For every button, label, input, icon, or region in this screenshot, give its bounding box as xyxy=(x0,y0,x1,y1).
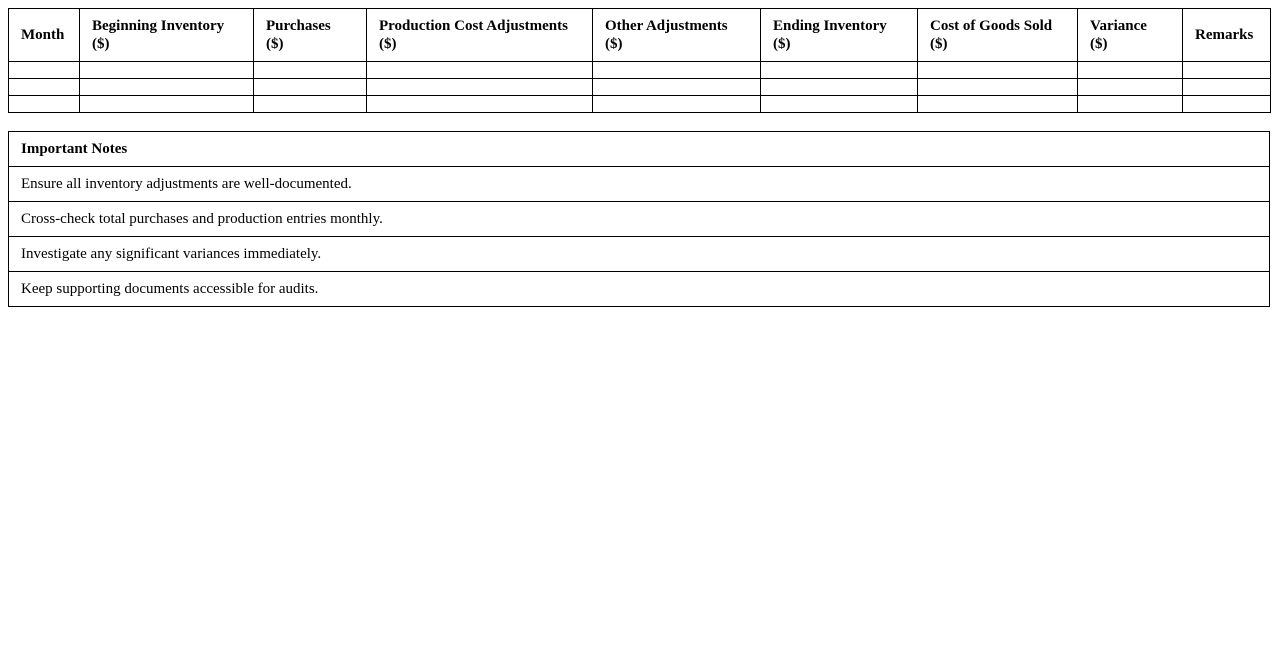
note-item: Keep supporting documents accessible for audits. xyxy=(9,272,1270,307)
table-cell[interactable] xyxy=(9,96,80,113)
table-cell[interactable] xyxy=(761,96,918,113)
header-other-adjustments: Other Adjustments ($) xyxy=(593,9,761,62)
table-cell[interactable] xyxy=(1183,96,1271,113)
table-cell[interactable] xyxy=(367,96,593,113)
notes-heading-row xyxy=(9,132,1270,167)
header-beginning-inventory: Beginning Inventory ($) xyxy=(80,9,254,62)
header-cost-of-goods-sold: Cost of Goods Sold ($) xyxy=(918,9,1078,62)
table-cell[interactable] xyxy=(593,79,761,96)
table-cell[interactable] xyxy=(761,79,918,96)
note-item: Cross-check total purchases and production entries monthly. xyxy=(9,202,1270,237)
note-item: Investigate any significant variances immediately. xyxy=(9,237,1270,272)
table-cell[interactable] xyxy=(9,79,80,96)
table-cell[interactable] xyxy=(918,62,1078,79)
table-cell[interactable] xyxy=(254,62,367,79)
table-cell[interactable] xyxy=(254,96,367,113)
table-cell[interactable] xyxy=(918,96,1078,113)
table-cell[interactable] xyxy=(761,62,918,79)
header-variance: Variance ($) xyxy=(1078,9,1183,62)
table-row xyxy=(9,96,1271,113)
note-item: Ensure all inventory adjustments are well-documented. xyxy=(9,167,1270,202)
table-cell[interactable] xyxy=(1078,79,1183,96)
table-cell[interactable] xyxy=(80,79,254,96)
table-cell[interactable] xyxy=(254,79,367,96)
table-cell[interactable] xyxy=(1078,96,1183,113)
header-remarks: Remarks xyxy=(1183,9,1271,62)
table-cell[interactable] xyxy=(918,79,1078,96)
note-row xyxy=(9,167,1270,202)
table-cell[interactable] xyxy=(1078,62,1183,79)
note-row xyxy=(9,237,1270,272)
header-ending-inventory: Ending Inventory ($) xyxy=(761,9,918,62)
notes-heading: Important Notes xyxy=(9,132,1270,167)
table-row xyxy=(9,62,1271,79)
table-cell[interactable] xyxy=(367,79,593,96)
table-cell[interactable] xyxy=(80,62,254,79)
notes-table xyxy=(8,131,1270,307)
table-cell[interactable] xyxy=(593,96,761,113)
header-row xyxy=(9,9,1271,62)
table-cell[interactable] xyxy=(1183,62,1271,79)
table-cell[interactable] xyxy=(593,62,761,79)
header-month: Month xyxy=(9,9,80,62)
table-cell[interactable] xyxy=(1183,79,1271,96)
table-row xyxy=(9,79,1271,96)
note-row xyxy=(9,202,1270,237)
header-production-cost-adjustments: Production Cost Adjustments ($) xyxy=(367,9,593,62)
table-cell[interactable] xyxy=(9,62,80,79)
note-row xyxy=(9,272,1270,307)
inventory-table xyxy=(8,8,1271,113)
table-cell[interactable] xyxy=(80,96,254,113)
table-cell[interactable] xyxy=(367,62,593,79)
header-purchases: Purchases ($) xyxy=(254,9,367,62)
